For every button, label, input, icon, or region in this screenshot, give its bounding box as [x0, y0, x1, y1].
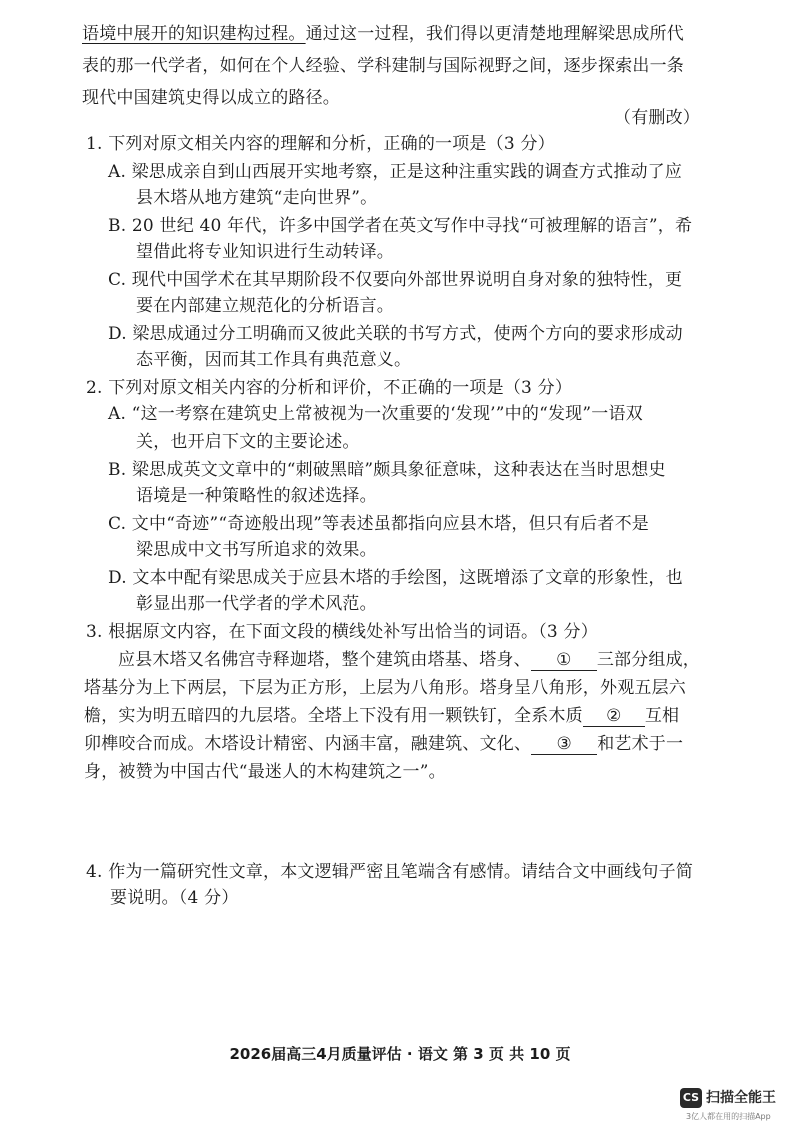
- q3-text-3a: 檐，实为明五暗四的九层塔。全塔上下没有用一颗铁钉，全系木质: [84, 706, 583, 726]
- q3-stem: 3. 根据原文内容，在下面文段的横线处补写出恰当的词语。（3 分）: [86, 622, 598, 642]
- q2-option-c: C. 文中“奇迹”“奇迹般出现”等表述虽都指向应县木塔，但只有后者不是: [108, 514, 649, 534]
- fill-blank-1[interactable]: ①: [531, 650, 597, 671]
- passage-line-3: 现代中国建筑史得以成立的路径。: [82, 88, 340, 108]
- q1-option-a-cont: 县木塔从地方建筑“走向世界”。: [136, 188, 378, 208]
- q1-option-c-cont: 要在内部建立规范化的分析语言。: [136, 296, 394, 316]
- scanner-app-name: 扫描全能王: [706, 1090, 776, 1106]
- scanner-watermark: [680, 1086, 790, 1126]
- q2-option-d: D. 文本中配有梁思成关于应县木塔的手绘图，这既增添了文章的形象性，也: [108, 568, 683, 588]
- q1-option-d-cont: 态平衡，因而其工作具有典范意义。: [136, 350, 412, 370]
- q2-option-b-cont: 语境是一种策略性的叙述选择。: [136, 486, 377, 506]
- page-footer: 2026届高三4月质量评估 · 语文 第 3 页 共 10 页: [229, 1045, 571, 1063]
- fill-blank-3[interactable]: ③: [531, 734, 597, 755]
- q2-option-d-cont: 彰显出那一代学者的学术风范。: [136, 594, 377, 614]
- q1-option-b-cont: 望借此将专业知识进行生动转译。: [136, 242, 394, 262]
- q4-stem: 4. 作为一篇研究性文章，本文逻辑严密且笔端含有感情。请结合文中画线句子简: [86, 862, 694, 882]
- q3-text-1b: 三部分组成，: [596, 650, 701, 670]
- q2-option-a: A. “这一考察在建筑史上常被视为一次重要的‘发现’”中的“发现”一语双: [108, 404, 643, 424]
- scanner-tagline: 3亿人都在用的扫描App: [686, 1112, 771, 1121]
- q2-stem: 2. 下列对原文相关内容的分析和评价，不正确的一项是（3 分）: [86, 378, 573, 398]
- q3-text-4a: 卯榫咬合而成。木塔设计精密、内涵丰富，融建筑、文化、: [84, 734, 532, 754]
- passage-line-1-rest: 通过这一过程，我们得以更清楚地理解梁思成所代: [305, 24, 685, 44]
- q3-text-1a: 应县木塔又名佛宫寺释迦塔，整个建筑由塔基、塔身、: [118, 650, 531, 670]
- q3-para-line-5: 身，被赞为中国古代“最迷人的木构建筑之一”。: [84, 762, 446, 782]
- q3-para-line-4: [84, 732, 683, 756]
- q3-text-4b: 和艺术于一: [597, 734, 684, 754]
- q1-option-d: D. 梁思成通过分工明确而又彼此关联的书写方式，使两个方向的要求形成动: [108, 324, 683, 344]
- q2-option-b: B. 梁思成英文文章中的“刺破黑暗”颇具象征意味，这种表达在当时思想史: [108, 460, 666, 480]
- source-note: （有删改）: [614, 108, 700, 128]
- q3-para-line-2: 塔基分为上下两层，下层为正方形，上层为八角形。塔身呈八角形，外观五层六: [84, 678, 686, 698]
- q4-stem-cont: 要说明。（4 分）: [110, 888, 239, 908]
- q2-option-a-cont: 关，也开启下文的主要论述。: [136, 432, 360, 452]
- q3-para-line-3: [84, 704, 679, 728]
- q3-para-line-1: [118, 648, 700, 672]
- q1-stem: 1. 下列对原文相关内容的理解和分析，正确的一项是（3 分）: [86, 134, 555, 154]
- underlined-sentence: 语境中展开的知识建构过程。: [82, 24, 306, 44]
- passage-line-2: 表的那一代学者，如何在个人经验、学科建制与国际视野之间，逐步探索出一条: [82, 56, 684, 76]
- q1-option-b: B. 20 世纪 40 年代，许多中国学者在英文写作中寻找“可被理解的语言”，希: [108, 216, 693, 236]
- q3-text-3b: 互相: [644, 706, 680, 726]
- q1-option-a: A. 梁思成亲自到山西展开实地考察，正是这种注重实践的调查方式推动了应: [108, 162, 683, 182]
- q1-option-c: C. 现代中国学术在其早期阶段不仅要向外部世界说明自身对象的独特性，更: [108, 270, 683, 290]
- cs-logo-icon: CS: [680, 1088, 702, 1108]
- q2-option-c-cont: 梁思成中文书写所追求的效果。: [136, 540, 377, 560]
- passage-line-1: [82, 22, 684, 46]
- fill-blank-2[interactable]: ②: [583, 706, 645, 727]
